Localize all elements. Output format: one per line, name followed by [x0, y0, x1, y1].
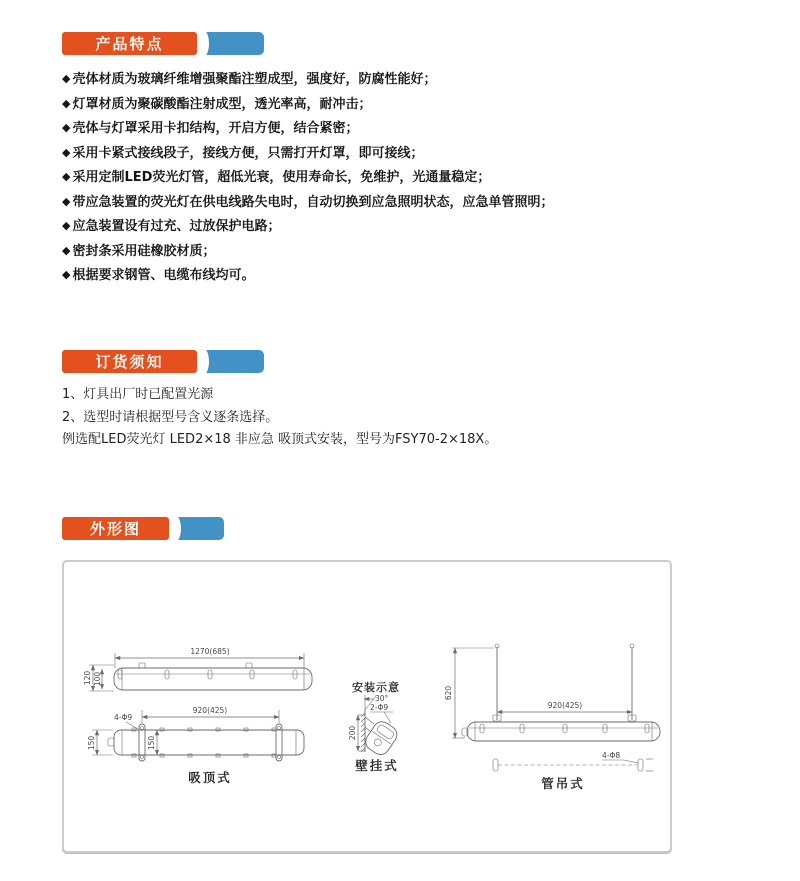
- feature-item: [62, 190, 553, 215]
- dim-holes: 4-Φ9: [114, 713, 133, 722]
- install-caption: 安装示意: [352, 681, 400, 694]
- feature-item: [62, 165, 553, 190]
- features-title-bar: [62, 32, 197, 55]
- ordering-lines: [62, 384, 497, 452]
- outline-title-bar: [62, 517, 169, 540]
- feature-item: [62, 116, 553, 141]
- pipe-mount-label: 管吊式: [541, 776, 585, 791]
- wall-mount-label: 壁挂式: [355, 758, 399, 773]
- feature-text: 密封条采用硅橡胶材质；: [72, 243, 216, 259]
- dim-drop: 620: [444, 685, 453, 701]
- feature-text: 带应急装置的荧光灯在供电线路失电时，自动切换到应急照明状态，应急单管照明；: [72, 194, 554, 210]
- outline-section: [62, 517, 224, 540]
- dim-height-inner: 100: [93, 671, 102, 687]
- dim-width-outer: 150: [87, 735, 96, 751]
- feature-text: 采用卡紧式接线段子，接线方便，只需打开灯罩，即可接线；: [72, 145, 424, 161]
- ceiling-side-view: [83, 647, 312, 691]
- feature-item: [62, 67, 553, 92]
- ceiling-plan-view: [87, 706, 304, 785]
- diamond-bullet-icon: ◆: [62, 243, 71, 257]
- diamond-bullet-icon: ◆: [62, 219, 71, 232]
- features-title: 产品特点: [95, 35, 164, 53]
- feature-item: [62, 141, 553, 166]
- outline-drawing-box: [62, 560, 672, 853]
- ordering-title: 订货须知: [95, 353, 164, 371]
- ordering-title-bar: [62, 350, 197, 373]
- dim-hole-span: 920(425): [192, 706, 228, 715]
- features-list: [62, 67, 553, 288]
- ordering-line: 1、灯具出厂时已配置光源: [62, 387, 214, 402]
- dim-length: 1270(685): [190, 647, 230, 656]
- feature-text: 壳体材质为玻璃纤维增强聚酯注塑成型，强度好，防腐性能好；: [72, 72, 437, 87]
- features-section: [62, 32, 553, 288]
- dim-hole-span: 920(425): [547, 701, 583, 710]
- dim-width-inner: 150: [147, 735, 156, 751]
- feature-item: [62, 263, 553, 288]
- dim-angle: 30°: [375, 694, 389, 703]
- ceiling-mount-label: 吸顶式: [188, 770, 232, 785]
- dim-holes: 4-Φ8: [602, 751, 621, 760]
- feature-text: 根据要求钢管、电缆布线均可。: [72, 268, 255, 283]
- ordering-section: [62, 350, 497, 452]
- diamond-bullet-icon: ◆: [62, 145, 71, 159]
- feature-item: [62, 92, 553, 117]
- ordering-line: 2、选型时请根据型号含义逐条选择。: [62, 409, 279, 425]
- header-accent-shape: [202, 350, 264, 373]
- diamond-bullet-icon: ◆: [62, 72, 71, 85]
- diamond-bullet-icon: ◆: [62, 194, 71, 208]
- feature-item: [62, 214, 553, 239]
- dim-offset: 200: [348, 725, 357, 741]
- outline-title: 外形图: [89, 520, 141, 538]
- diamond-bullet-icon: ◆: [62, 96, 71, 110]
- dim-height-outer: 120: [83, 670, 92, 686]
- feature-text: 灯罩材质为聚碳酸酯注射成型，透光率高，耐冲击；: [72, 96, 372, 112]
- feature-item: [62, 239, 553, 264]
- diamond-bullet-icon: ◆: [62, 268, 71, 281]
- pipe-suspension-view: [444, 644, 660, 791]
- dim-holes: 2-Φ9: [370, 703, 389, 712]
- header-accent-shape: [202, 32, 264, 55]
- wall-mount-view: [348, 680, 400, 773]
- diamond-bullet-icon: ◆: [62, 121, 71, 134]
- outline-drawing: [64, 562, 670, 851]
- diamond-bullet-icon: ◆: [62, 170, 71, 183]
- feature-text: 采用定制LED荧光灯管，超低光衰，使用寿命长，免维护，光通量稳定；: [72, 170, 491, 185]
- features-header: [62, 32, 553, 55]
- ordering-header: [62, 350, 497, 373]
- feature-text: 壳体与灯罩采用卡扣结构，开启方便，结合紧密；: [72, 121, 359, 136]
- outline-header: [62, 517, 224, 540]
- ordering-line: 例选配LED荧光灯 LED2×18 非应急 吸顶式安装，型号为FSY70-2×18X。: [62, 432, 498, 447]
- feature-text: 应急装置设有过充、过放保护电路；: [72, 219, 281, 234]
- header-accent-shape: [174, 517, 224, 540]
